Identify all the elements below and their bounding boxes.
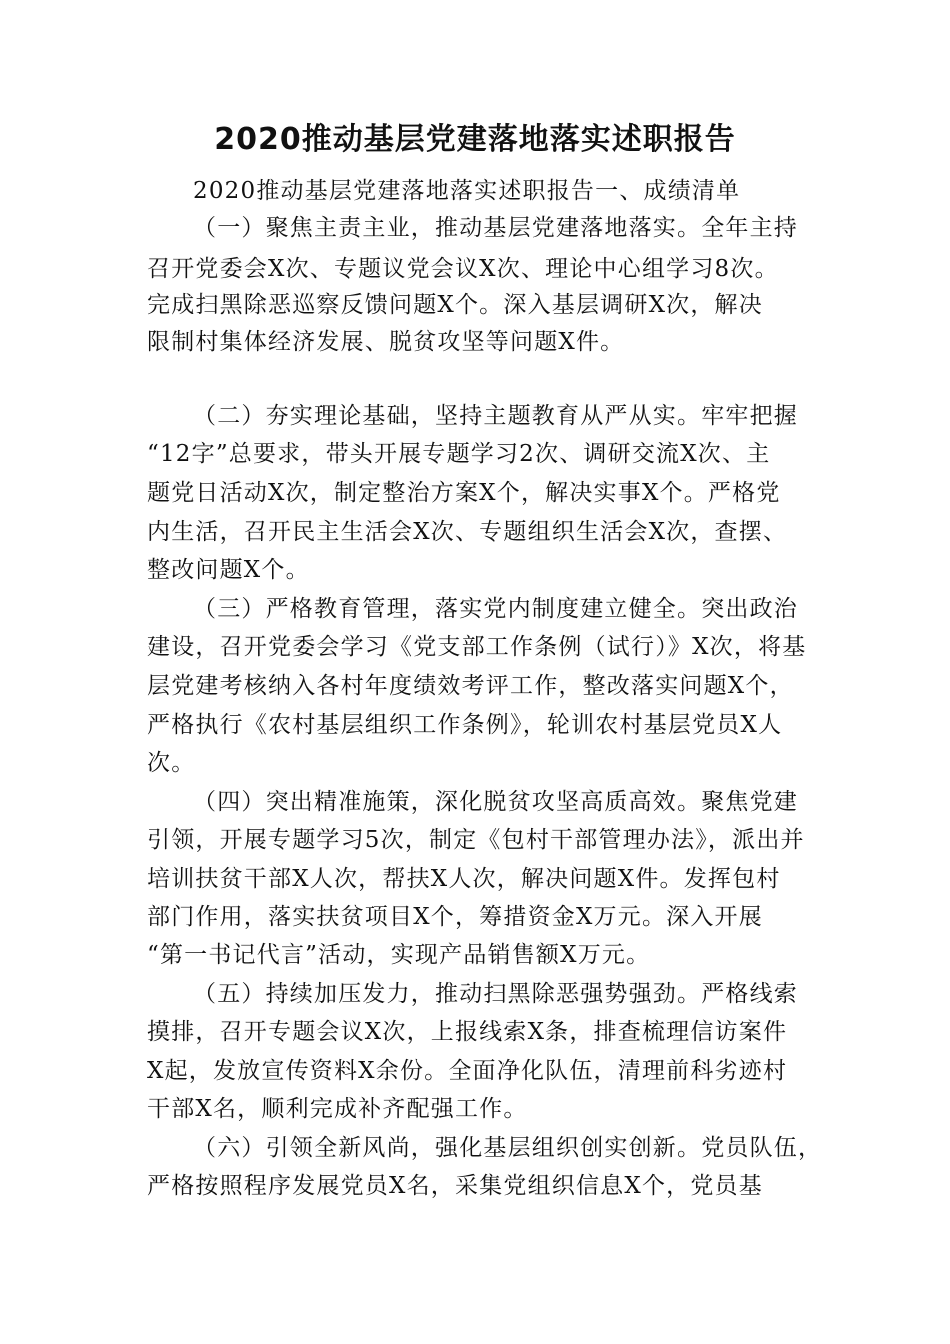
text-line: 部门作用，落实扶贫项目X个，筹措资金X万元。深入开展 [147,904,763,930]
text-line: 整改问题X个。 [147,557,310,583]
text-line: 严格执行《农村基层组织工作条例》，轮训农村基层党员X人 [147,712,783,738]
text-line: 干部X名，顺利完成补齐配强工作。 [147,1096,528,1122]
text-line: （六）引领全新风尚，强化基层组织创实创新。党员队伍， [193,1135,823,1161]
text-line: 培训扶贫干部X人次，帮扶X人次，解决问题X件。发挥包村 [147,866,781,892]
text-line: “第一书记代言”活动，实现产品销售额X万元。 [147,942,651,968]
text-line: “12字”总要求，带头开展专题学习2次、调研交流X次、主 [147,441,771,467]
text-line: （四）突出精准施策，深化脱贫攻坚高质高效。聚焦党建 [193,789,798,815]
text-line: （三）严格教育管理，落实党内制度建立健全。突出政治 [193,596,798,622]
text-line: 引领，开展专题学习5次，制定《包村干部管理办法》，派出并 [147,827,805,853]
text-line: 限制村集体经济发展、脱贫攻坚等问题X件。 [147,329,625,355]
text-line: （二）夯实理论基础，坚持主题教育从严从实。牢牢把握 [193,403,798,429]
text-line: 摸排，召开专题会议X次，上报线索X条，排查梳理信访案件 [147,1019,788,1045]
text-line: X起，发放宣传资料X余份。全面净化队伍，清理前科劣迹村 [147,1058,788,1084]
text-line: 内生活，召开民主生活会X次、专题组织生活会X次，查摆、 [147,519,788,545]
text-line: 完成扫黑除恶巡察反馈问题X个。深入基层调研X次，解决 [147,292,763,318]
text-line: 题党日活动X次，制定整治方案X个，解决实事X个。严格党 [147,480,781,506]
text-line: （一）聚焦主责主业，推动基层党建落地落实。全年主持 [193,215,798,241]
text-line: 严格按照程序发展党员X名，采集党组织信息X个，党员基 [147,1173,763,1199]
text-line: （五）持续加压发力，推动扫黑除恶强势强劲。严格线索 [193,981,798,1007]
text-line: 建设，召开党委会学习《党支部工作条例（试行）》X次，将基 [147,634,807,660]
text-line: 召开党委会X次、专题议党会议X次、理论中心组学习8次。 [147,256,779,282]
text-line: 层党建考核纳入各村年度绩效考评工作，整改落实问题X个， [147,673,794,699]
text-line: 次。 [147,750,196,776]
document-title: 2020推动基层党建落地落实述职报告 [214,122,736,157]
text-line: 2020推动基层党建落地落实述职报告一、成绩清单 [193,178,741,204]
